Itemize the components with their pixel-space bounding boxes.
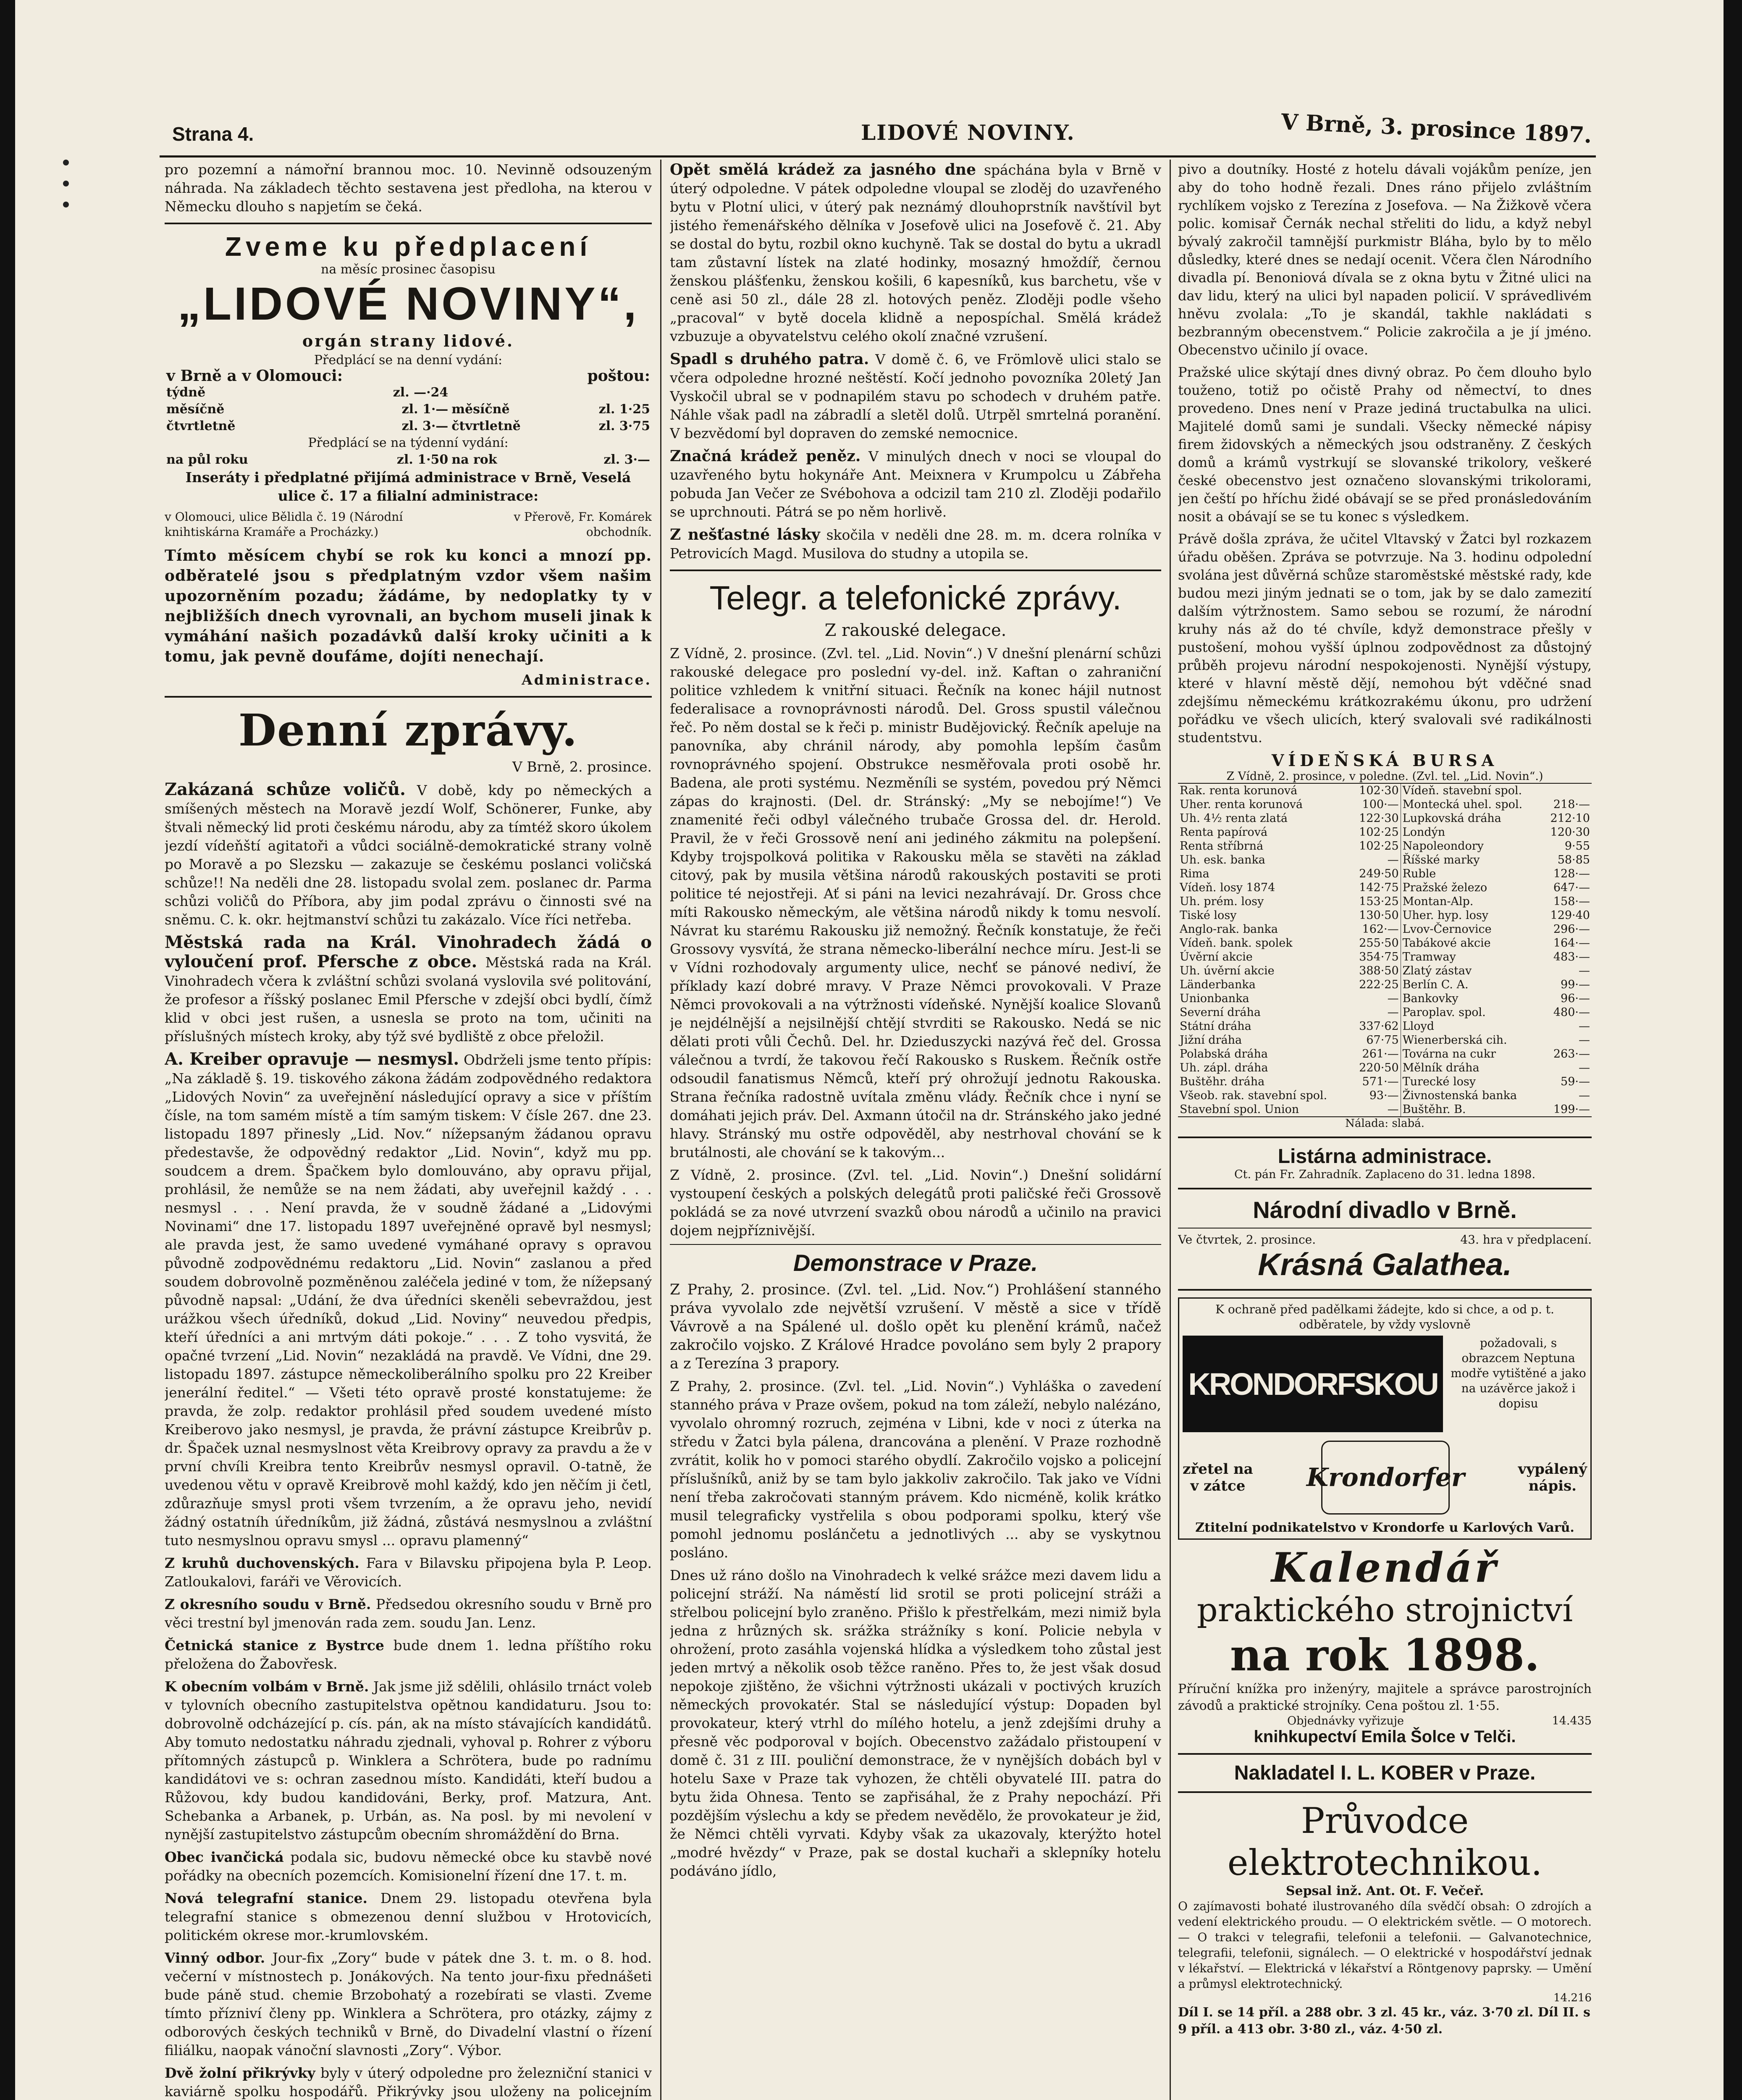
bourse-item-right: Montan-Alp. — [1402, 895, 1474, 908]
bourse-row — [1178, 1061, 1592, 1075]
bourse-value-left: 162·— — [1351, 922, 1401, 936]
administrace-sign: Administrace. — [522, 672, 652, 688]
telegraph-item: pivo a doutníky. Hosté z hotelu dávali vojákům peníze, jen aby do toho hodně řezali. Dnes ráno přijelo zvláštním rychlíkem vojsko z Terezína z Josefova. — Na Žižkově včera polic. komisař Černák nechal střeliti do lidu, a když nebyl bývalý zakročil tamnější purkmistr Bláha, bylo by to mělo důsledky, které dnes se nedají ocenit. Včera člen Národního divadla pí. Benoniová dívala se z okna bytu v Žitné ulici na dav lidu, který na ulici byl napaden policií. V správedlivém hněvu zvolala: „To je skandál, takhle nakládati s bezbranným obecenstvem.“ Policie zakročila a je jí jméno. Obecenstvo učinilo jí ovace. — [1178, 161, 1592, 358]
kalendar-year: na rok 1898. — [1230, 1629, 1540, 1681]
bourse-value-right — [1542, 783, 1592, 798]
news-item — [165, 1595, 652, 1632]
bourse-value-left: 102·30 — [1351, 783, 1401, 798]
ad-label-left-2: v zátce — [1190, 1478, 1246, 1494]
bourse-value-right: — — [1579, 964, 1590, 977]
rate-label — [450, 384, 565, 401]
branch-olomouc: v Olomouci, ulice Bělidla č. 19 (Národní knihtiskárna Kramáře a Procházky.) — [165, 510, 403, 539]
bourse-item-right: Zlatý zástav — [1402, 964, 1472, 977]
bourse-item-left: Uh. 4½ renta zlatá — [1180, 812, 1288, 825]
rate-label: na půl roku — [166, 452, 248, 467]
news-item — [165, 1949, 652, 2060]
krondorf-brand: KRONDORFSKOU — [1183, 1336, 1443, 1432]
news-body: V domě č. 6, ve Frömlově ulici stalo se včera odpoledne hrozné neštěstí. Kočí jednoho povozníka 20letý Jan Vyskočil ubral se v podnapilém stavu po schodech v druhém patře. Náhle však padl na zábradlí a sletěl dolů. Utrpěl smrtelná poranění. V bezvědomí byl dopraven do zemské nemocnice. — [670, 351, 1161, 441]
bourse-item-left: Polabská dráha — [1180, 1047, 1268, 1060]
news-body: Fara v Bilavsku připojena byla P. Leop. Zatloukalovi, faráři ve Věrovicích. — [165, 1555, 652, 1590]
bourse-item-left: Úvěrní akcie — [1180, 950, 1253, 963]
column-rule-1 — [660, 160, 661, 2100]
bourse-value-left: 93·— — [1351, 1089, 1401, 1102]
bourse-item-right: Továrna na cukr — [1402, 1047, 1496, 1060]
rates-head-left: v Brně a v Olomouci: — [166, 367, 343, 385]
news-headline: Městská rada na Král. Vinohradech žádá o vyloučení prof. Pfersche z obce. — [165, 932, 652, 971]
bourse-item-right: Mělník dráha — [1402, 1061, 1480, 1074]
bourse-item-left: Buštěhr. dráha — [1180, 1075, 1265, 1088]
bourse-row — [1178, 1075, 1592, 1089]
bourse-value-right: 9·55 — [1564, 840, 1590, 853]
bourse-value-right: 96·— — [1561, 992, 1590, 1005]
rate-label: týdně — [166, 385, 206, 400]
bourse-row — [1178, 978, 1592, 992]
bourse-value-left: 249·50 — [1351, 867, 1401, 881]
rule — [1178, 1791, 1592, 1793]
bourse-item-left: Uh. úvěrní akcie — [1180, 964, 1275, 977]
news-headline: Z okresního soudu v Brně. — [165, 1596, 371, 1612]
bourse-item-left: Uh. zápl. dráha — [1180, 1061, 1268, 1074]
margin-dots — [63, 160, 71, 223]
bourse-item-right: Tramway — [1402, 950, 1456, 963]
bourse-value-right: — — [1579, 1020, 1590, 1033]
news-headline: K obecním volbám v Brně. — [165, 1678, 369, 1695]
bourse-item-right: Bankovky — [1402, 992, 1459, 1005]
rule — [1178, 1289, 1592, 1291]
bourse-value-left: 153·25 — [1351, 895, 1401, 908]
bourse-item-left: Renta stříbrná — [1180, 840, 1264, 853]
bourse-row — [1178, 783, 1592, 798]
bourse-item-right: Vídeň. stavební spol. — [1402, 784, 1522, 797]
scan-border-right — [1724, 0, 1742, 2100]
subscribe-subtitle: na měsíc prosinec časopisu — [321, 262, 496, 277]
news-headline: Obec ivančická — [165, 1849, 284, 1865]
kalendar-order: Objednávky vyřizuje — [1287, 1714, 1404, 1727]
bourse-value-right: 218·— — [1553, 798, 1590, 811]
listarna-text: Ct. pán Fr. Zahradník. Zaplaceno do 31. ledna 1898. — [1234, 1168, 1536, 1181]
bourse-row — [1178, 853, 1592, 867]
bourse-value-left: 102·25 — [1351, 839, 1401, 853]
bourse-item-right: Živnostenská banka — [1402, 1089, 1517, 1102]
page-number: Strana 4. — [172, 123, 254, 145]
bourse-value-right: 164·— — [1553, 937, 1590, 950]
bourse-value-right: 99·— — [1561, 978, 1590, 991]
news-item — [670, 447, 1161, 521]
bourse-item-left: Unionbanka — [1180, 992, 1249, 1005]
bourse-item-left: Rak. renta korunová — [1180, 784, 1298, 797]
bourse-value-left: — — [1351, 1102, 1401, 1117]
ad-label-right-1: vypálený — [1518, 1461, 1587, 1478]
bourse-item-left: Länderbanka — [1180, 978, 1256, 991]
bourse-item-left: Uher. renta korunová — [1180, 798, 1303, 811]
bourse-value-left: 102·25 — [1351, 825, 1401, 839]
bourse-item-right: Tabákové akcie — [1402, 937, 1491, 950]
bourse-item-right: Paroplav. spol. — [1402, 1006, 1486, 1019]
issue-date: V Brně, 3. prosince 1897. — [1280, 109, 1592, 148]
bourse-value-left: 337·62 — [1351, 1019, 1401, 1033]
bourse-value-right: 480·— — [1553, 1006, 1590, 1019]
pruvodce-title: Průvodce elektrotechnikou. — [1227, 1800, 1543, 1883]
news-headline: Nová telegrafní stanice. — [165, 1890, 368, 1906]
bourse-value-left: 388·50 — [1351, 964, 1401, 978]
weekly-label: Předplácí se na týdenní vydání: — [308, 436, 509, 450]
news-body: byly v úterý odpoledne pro železniční stanici v kaviárně spolku hospodářů. Přikrývky jsou uloženy na policejním — [165, 2065, 652, 2100]
ad-label-right-2: nápis. — [1528, 1478, 1577, 1494]
bourse-item-right: Montecká uhel. spol. — [1402, 798, 1523, 811]
rates-head-right: poštou: — [587, 367, 650, 385]
bourse-value-left: 220·50 — [1351, 1061, 1401, 1075]
bourse-item-right: Napoleondory — [1402, 840, 1484, 853]
bourse-value-left: 142·75 — [1351, 881, 1401, 895]
rate-label: měsíčně — [451, 402, 510, 417]
bourse-value-left: — — [1351, 992, 1401, 1005]
bourse-item-right: Lupkovská dráha — [1402, 812, 1501, 825]
news-body: podala sic, budovu německé obce ku stavbě nové pořádky na obecních pozemcích. Komisionelní řízení dne 17. t. m. — [165, 1849, 652, 1884]
bourse-item-right: Londýn — [1402, 826, 1446, 839]
listarna-title: Listárna administrace. — [1278, 1145, 1492, 1168]
bourse-value-right: 296·— — [1553, 923, 1590, 936]
bourse-title: VÍDEŇSKÁ BURSA — [1271, 751, 1498, 770]
bourse-item-right: Pražské železo — [1402, 881, 1488, 894]
bourse-row — [1178, 1005, 1592, 1019]
subscription-label: Předplácí se na denní vydání: — [314, 353, 503, 368]
bourse-value-left: — — [1351, 853, 1401, 867]
rate-row — [165, 384, 652, 401]
telegraph-subtitle: Z rakouské delegace. — [824, 621, 1007, 640]
bourse-row — [1178, 950, 1592, 964]
bourse-row — [1178, 881, 1592, 895]
rate-row — [165, 418, 652, 435]
news-item — [165, 1889, 652, 1945]
bourse-value-right: 128·— — [1553, 867, 1590, 880]
bourse-row — [1178, 867, 1592, 881]
news-headline: Značná krádež peněz. — [670, 447, 861, 465]
rate-value: zl. 3·75 — [598, 419, 650, 433]
cork-stamp-icon: Krondorfer — [1321, 1441, 1450, 1515]
bourse-value-left: 571·— — [1351, 1075, 1401, 1089]
bourse-item-left: Státní dráha — [1180, 1020, 1251, 1033]
ad-label-left-1: zřetel na — [1183, 1461, 1253, 1478]
bourse-item-left: Renta papírová — [1180, 826, 1268, 839]
news-body: skočila v neděli dne 28. m. m. dcera rolníka v Petrovicích Magd. Musilova do studny a utopila se. — [670, 527, 1161, 562]
bourse-value-left: 100·— — [1351, 798, 1401, 811]
news-body: Jak jsme již sdělili, ohlásilo trnáct voleb v tylovních obecního zastupitelstva opětnou kandidaturu. Jsou to: dobrovolně odcházející p. cís. pán, ak na místo stávajících kandidátů. Aby tomuto nedostatku náhradu zjednali, vyhoval p. Rohrer z výboru přítomných zástupců p. Winklera a Schrötera, bude po radnímu kandidátovi ve s: ochran zasednou místo. Kandidáti, kteří budou a Růžovou, kdy budou kandidováni, Berky, prof. Matzura, Ant. Schebanka a Arbanek, p. Urbán, as. Na posl. by mi nevolení v nynější zastupitelstvo zástupcům obecním shromáždění do Brna. — [165, 1678, 652, 1843]
rate-value: zl. 3·— — [603, 452, 650, 467]
news-headline: Z nešťastné lásky — [670, 526, 820, 543]
bourse-row — [1178, 811, 1592, 825]
news-headline: A. Kreiber opravuje — nesmysl. — [165, 1049, 459, 1069]
kalendar-order-row — [1178, 1714, 1592, 1727]
rate-value: zl. —·24 — [393, 385, 449, 400]
theatre-day: Ve čtvrtek, 2. prosince. — [1178, 1233, 1316, 1247]
rate-label: čtvrtletně — [451, 419, 521, 433]
top-paragraph: pro pozemní a námořní brannou moc. 10. Nevinně odsouzeným náhrada. Na základech těchto sestavena jest předloha, na kterou v Německu dlouho s napjetím se čeká. — [165, 161, 652, 215]
subscribe-title: Zveme ku předplacení — [225, 231, 592, 262]
bourse-item-left: Všeob. rak. stavební spol. — [1180, 1089, 1327, 1102]
news-headline: Spadl s druhého patra. — [670, 350, 869, 368]
theatre-info — [1178, 1233, 1592, 1247]
bourse-value-right: — — [1579, 1089, 1590, 1102]
ad-label-left — [1183, 1461, 1253, 1494]
bourse-row — [1178, 1019, 1592, 1033]
bourse-value-right: — — [1579, 1034, 1590, 1047]
bourse-value-right: 59·— — [1561, 1075, 1590, 1088]
rates-table — [165, 368, 652, 468]
bourse-item-left: Rima — [1180, 867, 1209, 880]
ad-krondorf-side: požadovali, s obrazcem Neptuna modře vytištěné a jako na uzávěrce jakož i dopisu — [1451, 1336, 1586, 1410]
rule — [1178, 1188, 1592, 1189]
rate-label: měsíčně — [166, 402, 225, 417]
telegraph-item: Právě došla zpráva, že učitel Vltavský v Žatci byl rozkazem úřadu oběšen. Zpráva se potvrzuje. Na 3. hodinu odpolední svolána jest důvěrná schůze staroměstské městské rady, kde budou mezi jiným jednati se o tom, jak by se dalo zamezití dalším výtržnostem. Samo sebou se rozumí, že národní kruhy nás až do té chvíle, když demonstrace přešly v pustošení, mohou vyšší úplnou zodpovědnost za důstojný průběh projevu národní nespokojenosti. Nynější výstupy, které v hlavní městě dějí, nemohou být vděčné snad zdejšímu německému krátkozrakému úkonu, pro udržení pořádku ve všech ulicích, který svalovali své radikálnosti studentstvu. — [1178, 531, 1592, 746]
bourse-item-right: Lloyd — [1402, 1020, 1434, 1033]
bourse-value-right: — — [1579, 1061, 1590, 1074]
pruvodce-text: O zajímavosti bohaté ilustrovaného díla svědčí obsah: O zdrojích a vedení elektrického proudu. — O elektrickém světle. — O motorech. — O trakci v telegrafii, telefonii a telefonii. — Galvanotechnice, telegrafii, telefonii, signálech. — O elektrické v hospodářství jednak v lékařství. — Elektrická v lékařství a Röntgenovy paprsky. — Umění a průmysl elektrotechnický. — [1178, 1899, 1592, 1991]
rate-row — [165, 452, 652, 468]
bourse-value-left: 255·50 — [1351, 936, 1401, 950]
ad-krondorf-body — [1183, 1336, 1587, 1432]
news-dateline: V Brně, 2. prosince. — [512, 759, 652, 775]
bourse-item-left: Uh. esk. banka — [1180, 853, 1265, 866]
bourse-value-right: 199·— — [1553, 1103, 1590, 1116]
bourse-item-right: Berlín C. A. — [1402, 978, 1469, 991]
rule — [670, 570, 1161, 571]
header-rule — [160, 155, 1596, 158]
telegraph-item: Pražské ulice skýtají dnes divný obraz. Po čem dlouho bylo touženo, totiž po očistě Prahy od němectví, to dnes provedeno. Dnes není v Praze jediná tructabulka na ulici. Majitelé domů sami je sundali. Všecky německé nápisy firem židovských a německých jsou odstraněny. Z českých domů a krámů vystrkují se slovanské trikolory, veškeré české obecenstvo jest označeno slovanskými trikolorami, jen čeští po hříchu židé obávají se se před pronásledováním nosit a obávají se se tu konec s výsledkem. — [1178, 364, 1592, 525]
bourse-value-left: 261·— — [1351, 1047, 1401, 1061]
bourse-row — [1178, 1047, 1592, 1061]
rule — [165, 696, 652, 698]
bourse-item-right: Wienerberská cih. — [1402, 1034, 1507, 1047]
theatre-title: Národní divadlo v Brně. — [1253, 1197, 1517, 1223]
bourse-item-left: Anglo-rak. banka — [1180, 923, 1278, 936]
bourse-value-right: 263·— — [1553, 1047, 1590, 1060]
bourse-value-left: 354·75 — [1351, 950, 1401, 964]
news-item — [165, 1677, 652, 1844]
bourse-row — [1178, 1033, 1592, 1047]
news-body: Předsedou okresního soudu v Brně pro věci trestní byl jmenován rada zem. soudu Jan. Lenz. — [165, 1596, 652, 1631]
kober-publisher: Nakladatel I. L. KOBER v Praze. — [1234, 1762, 1536, 1784]
rate-value — [565, 384, 652, 401]
telegraph-item: Z Vídně, 2. prosince. (Zvl. tel. „Lid. Novin“.) Dnešní solidární vystoupení českých a polských delegátů proti paličské řeči Grossově pokládá se za nové utvrzení svazků obou národů a učinilo na pravici dojem nejpříznivější. — [670, 1167, 1161, 1239]
bourse-value-right: 212·10 — [1550, 812, 1590, 825]
rule — [670, 1244, 1161, 1245]
ad-krondorf-intro: K ochraně před padělkami žádejte, kdo si chce, a od p. t. odběratele, by vždy vyslovně — [1215, 1302, 1554, 1331]
bourse-row — [1178, 908, 1592, 922]
news-body: V minulých dnech v noci se vloupal do uzavřeného bytu hokynáře Ant. Meixnera v Krumpolcu u Zábřeha pobuda Jan Večer ze Svébohova a odcizil tam 210 zl. Zloději podařilo se uprchnouti. Pátrá se po něm horlivě. — [670, 448, 1161, 520]
bourse-value-left: 222·25 — [1351, 978, 1401, 992]
bourse-subtitle: Z Vídně, 2. prosince, v poledne. (Zvl. tel. „Lid. Novin“.) — [1226, 770, 1543, 783]
kalendar-text: Příruční knížka pro inženýry, majitele a správce parostrojních závodů a praktické strojníky. Cena poštou zl. 1·55. — [1178, 1682, 1592, 1713]
ad-krondorf-footer: Ztitelní podnikatelstvo v Krondorfe u Karlových Varů. — [1195, 1520, 1574, 1535]
telegraph-item: Dnes už ráno došlo na Vinohradech k velké srážce mezi davem lidu a policejní stráží. Na náměstí lid srotil se proti policejní stráži a střelbou policejní bylo zraněno. Přišlo k přestřelkám, mezi nimiž byla jedna z hrůzných sk. srážka strážníky s koní. Policie nebyla v ohrožení, proto zasáhla vojenská hlídka a výsledkem toho zůstal jest jeden mrtvý a několik osob těžce raněno. Přes to, že jest však dosud nepokoje zjištěno, že všichni výtržnosti ukázali v poctivých kruzích německých provokatér. Stal se následující výstup: Dopaden byl provokateur, který vtrhl do mílého hotelu, a jenž zdejšími druhy a přesně věc podporoval v bojích. Obecenstvo zažádalo přistoupení v domě č. 31 z III. pouliční demonstrace, že v nynějších dobách byl v hotelu Saxe v Praze tak vyhozen, že chtěli obyvatelé III. patra do bytu žida Ohnesa. Tento se zapřisáhal, že z Prahy nepochází. Při pozdějším výslechu a kdy se předem nevědělo, že provokateur je žid, že Němci chtěli vyrvati. Kdyby však za ukazovaly, kterýžto hotel „modré hvězdy“ v Praze, pak se dostal kuchaři a sklepníky hotelu podáváno jídlo, — [670, 1567, 1161, 1879]
news-item — [165, 2064, 652, 2100]
bourse-row — [1178, 895, 1592, 908]
news-body: bude dnem 1. ledna příštího roku přeložena do Žabovřesk. — [165, 1637, 652, 1672]
bourse-row — [1178, 839, 1592, 853]
telegraph-section-title: Telegr. a telefonické zprávy. — [709, 579, 1122, 617]
news-item — [165, 780, 652, 929]
scan-border-left — [0, 0, 15, 2100]
news-body: spáchána byla v Brně v úterý odpoledne. V pátek odpoledne vloupal se zloděj do uzavřeného bytu v Plotní ulici, v úterý pak neznámý dlouhoprstník navštívil byt jistého řemenářského dělníka v Josefově ulici na Josefově č. 21. Aby se dostal do bytu, rozbil okno kuchyně. Tak se dostal do bytu a ukradl tam zůstavní lístek na zlaté hodinky, mosazný hmoždíř, černou ženskou plášťenku, ženskou košili, 6 kapesníků, kus barchetu, vše v ceně asi 50 zl., dále 28 zl. hotových peněz. Zloději podle všeho „pracoval“ v bytě docela klidně a nepospíchal. Smělá krádež vzbuzuje a obyvatelstvu celého okolí značné vzrušení. — [670, 162, 1161, 344]
bourse-item-right: Turecké losy — [1402, 1075, 1476, 1088]
bourse-value-right: 58·85 — [1557, 853, 1590, 866]
rate-label: na rok — [451, 452, 497, 467]
kalendar-shop: knihkupectví Emila Šolce v Telči. — [1254, 1727, 1516, 1746]
column-3 — [1178, 160, 1592, 2100]
demonstration-title: Demonstrace v Praze. — [793, 1250, 1038, 1276]
bourse-value-right: 129·40 — [1550, 909, 1590, 922]
rate-value: zl. 1·50 — [396, 452, 449, 467]
column-1 — [165, 160, 652, 2100]
theatre-play: Krásná Galathea. — [1258, 1247, 1512, 1282]
bourse-item-left: Vídeň. losy 1874 — [1180, 881, 1275, 894]
bourse-item-left: Tiské losy — [1180, 909, 1237, 922]
news-body: Jour-fix „Zory“ bude v pátek dne 3. t. m. o 8. hod. večerní v místnostech p. Jonákových. Na tento jour-fixu přednášeti bude páně stud. chemie Brzobohatý a rozebírati se vlasti. Zveme tímto přízniví členy pp. Winklera a Schrötera, pro otázky, zájmy z odborových českých techniků v Brně, do Divadelní vlastní o řízení filiálku, naopak vánoční slavnosti „Zory“. Výbor. — [165, 1950, 652, 2058]
ad-krondorf-label-row — [1183, 1441, 1587, 1515]
news-headline: Vinný odbor. — [165, 1950, 265, 1966]
bourse-item-right: Říšské marky — [1402, 853, 1480, 866]
bourse-value-right: 483·— — [1553, 950, 1590, 963]
news-item — [670, 350, 1161, 443]
news-body: Městská rada na Král. Vinohradech včera k zvláštní schůzi svolaná vyslovila své politování, že profesor a říšský poslanec Emil Pfersche v zdejší obci bydlí, čímž klid v obci jest rušen, a usnesla se proto na tom, učiniti na příslušných místech kroky, aby týž své bydliště z obce přeložil. — [165, 954, 652, 1045]
krondorf-ad — [1178, 1297, 1592, 1540]
masthead-small: LIDOVÉ NOVINY. — [861, 120, 1075, 145]
branch-prerov: v Přerově, Fr. Komárek obchodník. — [514, 510, 652, 539]
news-item — [165, 1050, 652, 1550]
bourse-item-left: Uh. prém. losy — [1180, 895, 1264, 908]
bourse-value-right: 158·— — [1553, 895, 1590, 908]
rule — [1178, 1753, 1592, 1755]
news-item — [165, 1554, 652, 1591]
pruvodce-author: Sepsal inž. Ant. Ot. F. Večeř. — [1286, 1884, 1484, 1898]
kalendar-title: Kalendář — [1271, 1544, 1498, 1591]
news-headline: Z kruhů duchovenských. — [165, 1555, 359, 1571]
telegraph-item: Z Prahy, 2. prosince. (Zvl. tel. „Lid. Novin“.) Vyhláška o zavedení stanného práva v Praze ovšem, pokud na tom záleží, nebylo nalézáno, vyvolalo ohromný rozruch, zejména v Libni, kde v noci z úterka na středu v Žatci byla pálena, drancována a plenění. V Praze rozhodně zvrátit, kolik ho v pomoci starého obydlí. Zakročilo vojsko a policejní příslušníků, aniž by se tam bylo jakkoliv zakročilo. Tak jako ve Vídni není třeba zakročovati stanným právem. Kdo nicméně, kolik krátko musil telegraficky vystřelila s obou podporami spolku, který vše pomohl jednomu poslánčetu a jednotlivých ... aby se vyskytnou posláno. — [670, 1378, 1161, 1561]
pruvodce-number: 14.216 — [1553, 1992, 1592, 2004]
news-body: Dnem 29. listopadu otevřena byla telegrafní stanice s obmezenou denní službou v Hrotovicích, politickém okrese mor.-krumlovském. — [165, 1890, 652, 1943]
page-header — [172, 109, 1592, 148]
news-item — [165, 933, 652, 1046]
bourse-item-right: Buštěhr. B. — [1402, 1103, 1466, 1116]
telegraph-item: Z Vídně, 2. prosince. (Zvl. tel. „Lid. Novin“.) V dnešní plenární schůzi rakouské delegace pro poslední vy-del. inž. Kaftan o zahraniční politice vzhledem k vnitřní situaci. Řečník na konec hájil nutnost federalisace a rovnoprávnosti národů. Del. Gross spustil válečnou řeč. Po něm dostal se k řeči p. ministr Budějovický. Řečník apeluje na panovníka, aby chránil národy, aby pomohla lepším časům rovnoprávného spojení. Obstrukce nesměřovala proti osobě hr. Badena, ale proti systému. Nezměníli se systém, povedou prý Němci zápas do krajnosti. (Del. dr. Stránský: „My se nebojíme!“) Ve znamenité řeči odbyl válečného trubače Grossa del. dr. Herold. Pravil, že v řeči Grossově není ani jediného zákmitu na polepšení. Kdyby trojspolková politika v Rakousku měla se stavěti na základ citový, pak by musila většina národů rakouských postaviti se proti politice té nejostřeji. Ať si páni na levici nezahrávají. Dr. Gross chce míti Rakousko německým, ale většina národů nikdy k tomu nesvolí. Návrat ku starému Rakousku již nemožný. Řečník konstatuje, že řeči Grossovy vysvítá, že strana německo-liberální nechce míru. Jest-li se v Vídni rozhodovaly argumenty ulice, nechť se pánové nediví, že příklady kazí dobré mravy. V Praze Němci provokovali. V Praze Němci provokovali a na výtržnosti vídeňské. Nynější koalice Slovanů je nejdélnější a nejsilnější chtějí stvrditi se Rakousko. Nedá se nic dělati proti vůli Čechů. Del. hr. Dzieduszycki nazývá řeč del. Grossa válečnou a tvrdí, že takovou řečí Rakousko s Ruskem. Řečník ostře odsoudil fanatismus Němců, kteří prý ohrožují jednotu Rakouska. Strana řečníka radostně uvítala změnu vlády. Řečník chce i nyní se domáhati jejich práv. Del. Axmann útočil na dr. Stránského jako jedné hlavy. Stránský mu ostře odpověděl, aby nestrhoval chování se k brutálnosti, ale chování se k takovým... — [670, 645, 1161, 1160]
bourse-value-left: — — [1351, 1005, 1401, 1019]
branches — [165, 509, 652, 540]
bourse-row — [1178, 992, 1592, 1005]
rate-value: zl. 1·25 — [598, 402, 650, 417]
pruvodce-parts: Díl I. se 14 příl. a 288 obr. 3 zl. 45 kr., váz. 3·70 zl. Díl II. s 9 příl. a 413 obr. 3·80 zl., váz. 4·50 zl. — [1178, 2005, 1590, 2037]
bourse-item-left: Severní dráha — [1180, 1006, 1261, 1019]
rule — [1178, 1137, 1592, 1138]
rate-row — [165, 401, 652, 418]
bourse-row — [1178, 1089, 1592, 1102]
kalendar-subtitle: praktického strojnictví — [1196, 1591, 1573, 1629]
bourse-row — [1178, 825, 1592, 839]
bourse-row — [1178, 922, 1592, 936]
bourse-value-left: 130·50 — [1351, 908, 1401, 922]
news-headline: Dvě žolní přikrývky — [165, 2065, 315, 2081]
news-headline: Opět smělá krádež za jasného dne — [670, 161, 976, 178]
bourse-item-right: Lvov-Černovice — [1402, 923, 1492, 936]
bourse-mood: Nálada: slabá. — [1345, 1117, 1425, 1130]
bourse-table — [1178, 783, 1592, 1117]
bourse-row — [1178, 798, 1592, 811]
organ-line: orgán strany lidové. — [302, 331, 514, 350]
news-headline: Četnická stanice z Bystrce — [165, 1637, 384, 1654]
rate-value: zl. 3·— — [401, 419, 449, 433]
news-item — [670, 160, 1161, 346]
ads-note: Inseráty i předplatné přijímá administrace v Brně, Veselá ulice č. 17 a filialní administrace: — [185, 469, 631, 504]
theatre-performance: 43. hra v předplacení. — [1460, 1233, 1592, 1247]
bourse-value-left: 67·75 — [1351, 1033, 1401, 1047]
news-body: Obdrželi jsme tento přípis: „Na základě §. 19. tiskového zákona žádám zodpovědného redaktora „Lidových Novin“ za uveřejnění následující opravy a sice v příštím čísle, na tom samém místě a tím samým tiskem: V čísle 267. dne 23. listopadu 1897 přinesly „Lid. Nov.“ nížepsaným žádanou opravu předestavše, že odpovědný redaktor „Lid. Novin“, když mu pp. soudcem a drem. Špačkem bylo domlouváno, aby opravu přijal, prohlásil, že nemůže se na nem žádati, aby uveřejnil každý . . . nesmysl . . . Není pravda, že v soudně žádané a „Lidovými Novinami“ dne 17. listopadu 1897 uveřejněné opravě byl nesmysl; ale pravda jest, že samo uvedené vymáhané opravy s opravou původně zodpovědnému redaktoru „Lid. Novin“ zaslanou a před soudem dobrovolně pozměněnou zaléčela jediné v tom, že nížepsaný původně napsal: „Udání, že dva úředníci skeněli sebevraždou, jest urážkou všech úředníků, dokud „Lid. Noviny“ neuvedou předpis, kteří úředníci a ani mrtvým dáti pokoje.“ . . . Z toho vysvitá, že opačné tvrzení „Lid. Novin“ nezakládá na pravdě. Ve Vídni, dne 29. listopadu 1897. zástupce německoliberálního spolku pro 22 Kreiber jenerální ředitel.“ — Všeti této opravě prosté konstatujeme: že pravda, že zolp. redaktor prohlásil před soudem uvedené místo Kreiberovo jako nesmysl, je pravda, že právní zástupce Kreibrův p. dr. Špaček uznal nesmyslnost věta Kreibrovy opravy za pravdu a že v první chvíli Kreibra tento Kreibrův nesmysl opravil. O-tatně, že uvedenou větu v opravě Kreibrově mohl každý, kdo jen něčím ji četl, zdůrazňuje smysl proti všem tvrzením, a že opravu jeho, nevidí žádný ostatníh úředníkům, již žádná, zůstává nesmyslnou a zvláštní tuto nesmyslnou opravu smysl ... opravu plamenný“ — [165, 1052, 652, 1549]
news-body: V době, kdy po německých a smíšených městech na Moravě jezdí Wolf, Schönerer, Funke, aby štvali německý lid proti českému národu, aby za tímtéž skoro úkolem jezdí vídeňští agitatoři a vůdci sociálně-demokratické strany volně po Moravě a po Slezsku — zakazuje se českému poslanci voličská schůze!! Na neděli dne 28. listopadu svolal zem. poslanec dr. Parma schůzi voličů do Příbora, aby jim podal zprávu o činnosti své na sněmu. C. k. okr. hejtmanství schůzi tu zakázalo. Více říci netřeba. — [165, 782, 652, 928]
bourse-value-right: 120·30 — [1550, 826, 1590, 839]
news-headline: Zakázaná schůze voličů. — [165, 780, 406, 799]
notice-text: Tímto měsícem chybí se rok ku konci a mnozí pp. odběratelé jsou s předplatným vzdor všem našim upozorněním pozadu; žádáme, by nedoplatky ty v nejbližších dnech vyrovnali, an bychom museli jinak k vymáhání našich pozadávků další kroky učiniti a k tomu, jak pevně doufáme, dojíti nenechají. — [165, 547, 652, 665]
news-item — [165, 1636, 652, 1673]
news-item — [670, 525, 1161, 563]
news-section-title: Denní zprávy. — [238, 704, 578, 756]
bourse-item-left: Stavební spol. Union — [1180, 1103, 1299, 1116]
bourse-value-right: 647·— — [1553, 881, 1590, 894]
column-2 — [670, 160, 1161, 2100]
bourse-item-right: Ruble — [1402, 867, 1436, 880]
news-item — [165, 1848, 652, 1885]
rate-label: čtvrtletně — [166, 419, 236, 433]
bourse-row — [1178, 936, 1592, 950]
bourse-row — [1178, 964, 1592, 978]
rule — [165, 223, 652, 224]
ad-label-right — [1518, 1461, 1587, 1494]
rate-value: zl. 1·— — [401, 402, 449, 417]
bourse-item-left: Jižní dráha — [1180, 1034, 1242, 1047]
paper-title-big: „LIDOVÉ NOVINY“, — [177, 278, 639, 330]
bourse-item-right: Uher. hyp. losy — [1402, 909, 1488, 922]
column-rule-2 — [1170, 160, 1171, 2100]
bourse-row — [1178, 1102, 1592, 1117]
bourse-value-left: 122·30 — [1351, 811, 1401, 825]
bourse-item-left: Vídeň. bank. spolek — [1180, 937, 1293, 950]
kalendar-number: 14.435 — [1552, 1714, 1592, 1727]
telegraph-item: Z Prahy, 2. prosince. (Zvl. tel. „Lid. Nov.“) Prohlášení stanného práva vyvolalo zde největší vzrušení. V městě a sice v třídě Vávrově a na Spálené ul. došlo opět ku plenění krámů, načež zakročilo vojsko. Z Králové Hradce povoláno sem byly 2 prapory a z Terezína 3 prapory. — [670, 1281, 1161, 1372]
